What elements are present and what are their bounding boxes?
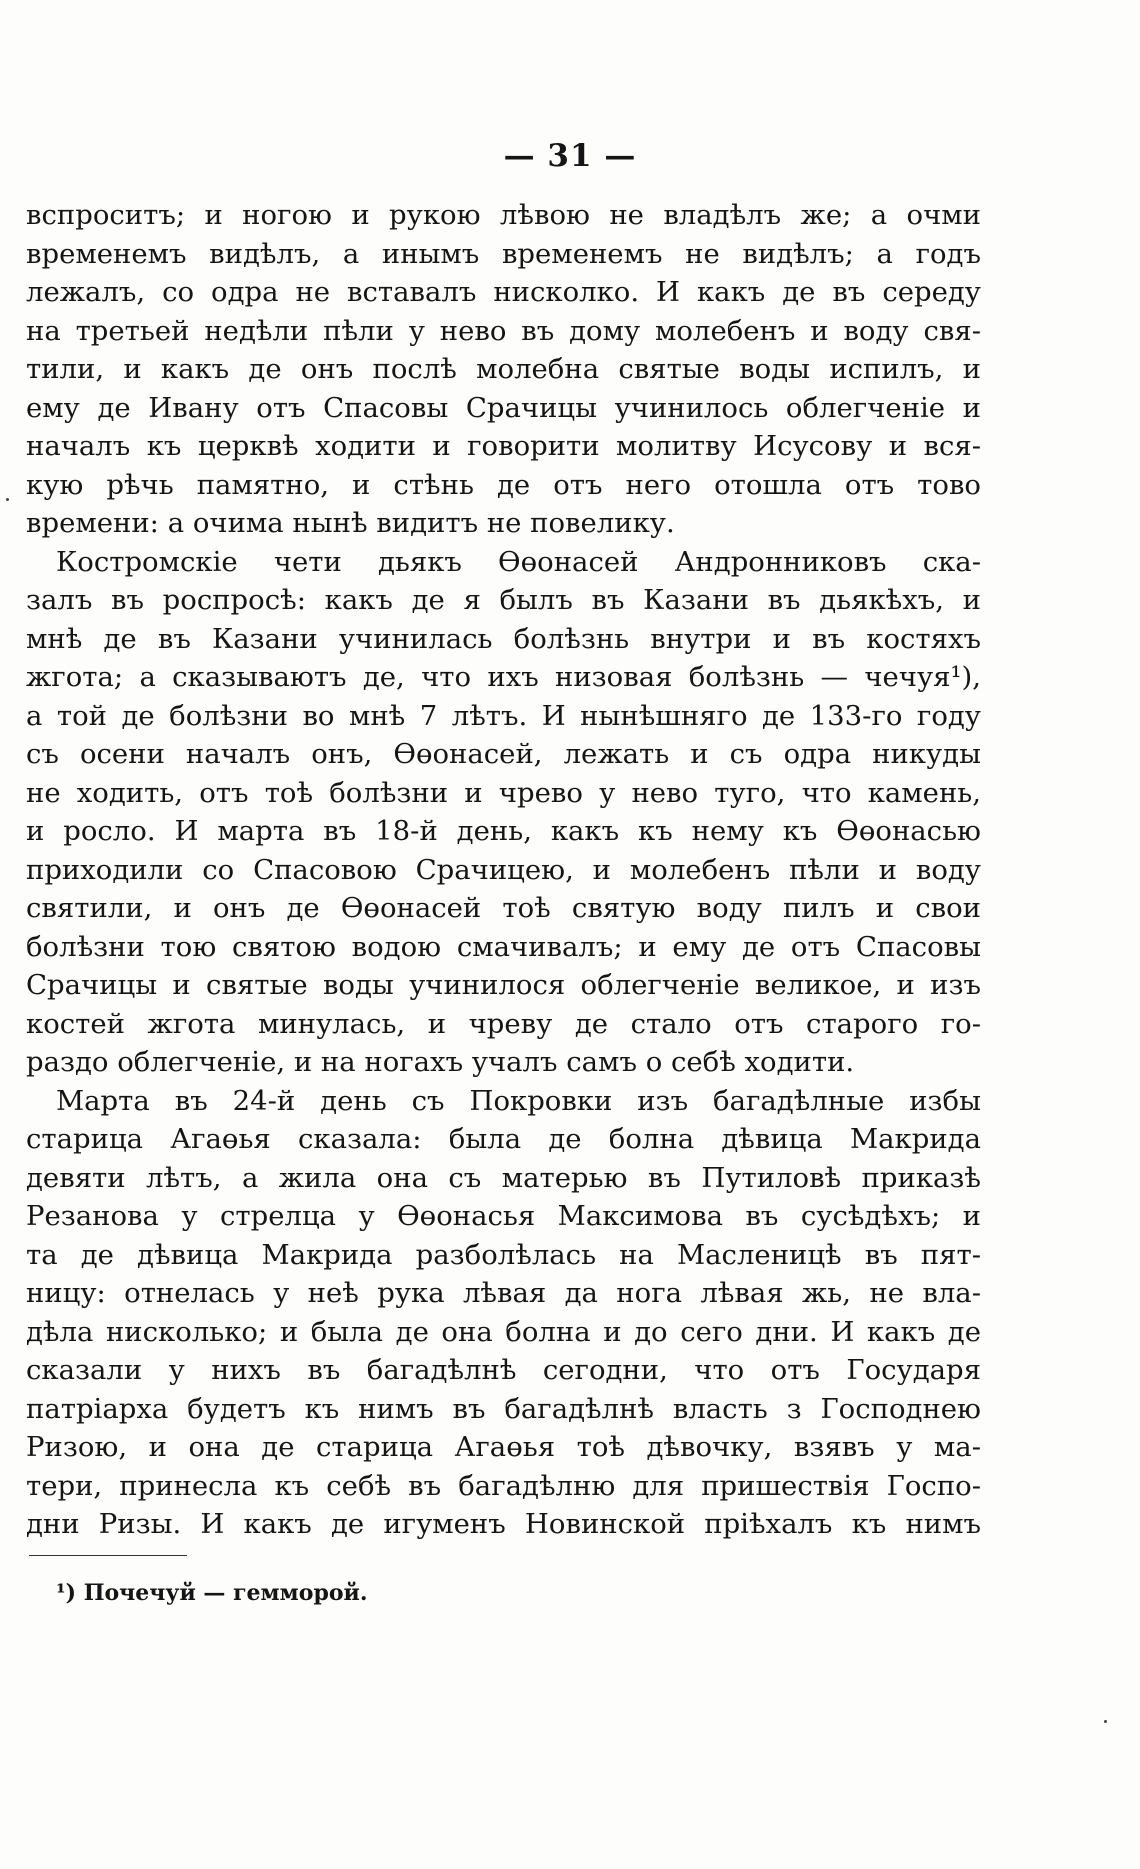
text-line: Срачицы и святые воды учинилося облегченіе великое, и изъ: [26, 969, 981, 1001]
page-number: [0, 136, 1140, 176]
text-line: Резанова у стрелца у Өөонасья Максимова въ сусѣдѣхъ; и: [26, 1200, 981, 1232]
text-line: съ осени началъ онъ, Өөонасей, лежать и съ одра никуды: [26, 738, 981, 770]
text-line: Костромскіе чети дьякъ Өөонасей Андронниковъ ска-: [56, 545, 981, 578]
text-line: та де дѣвица Макрида разболѣлась на Масленицѣ въ пят-: [26, 1238, 981, 1271]
text-line: жгота; а сказываютъ де, что ихъ низовая болѣзнь — чечуя¹),: [26, 661, 981, 693]
text-line: раздо облегченіе, и на ногахъ учалъ самъ о себѣ ходити.: [26, 1046, 855, 1078]
text-line: дни Ризы. И какъ де игуменъ Новинской пріѣхалъ къ нимъ: [26, 1508, 981, 1540]
text-line: болѣзни тою святою водою смачивалъ; и ему де отъ Спасовы: [26, 930, 981, 963]
text-line: не ходить, отъ тоѣ болѣзни и чрево у нево туго, что камень,: [26, 776, 981, 809]
margin-dot: [1104, 1720, 1107, 1723]
text-line: старица Агаөья сказала: была де болна дѣвица Макрида: [26, 1123, 981, 1155]
text-line: дѣла нисколько; и была де она болна и до сего дни. И какъ де: [26, 1315, 981, 1348]
text-line: а той де болѣзни во мнѣ 7 лѣтъ. И нынѣшняго де 133-го году: [26, 699, 981, 732]
text-line: приходили со Спасовою Срачицею, и молебенъ пѣли и воду: [26, 853, 981, 886]
page-number-text: — 31 —: [503, 138, 637, 174]
body-text: [26, 196, 981, 1544]
text-line: костей жгота минулась, и чреву де стало отъ старого го-: [26, 1007, 981, 1040]
text-line: ему де Ивану отъ Спасовы Срачицы учинилось облегченіе и: [26, 391, 981, 424]
text-line: святили, и онъ де Өөонасей тоѣ святую воду пилъ и свои: [26, 892, 981, 924]
text-line: Марта въ 24-й день съ Покровки изъ багадѣлные избы: [56, 1084, 981, 1117]
text-line: девяти лѣтъ, а жила она съ матерью въ Путиловѣ приказѣ: [26, 1161, 981, 1194]
text-line: и росло. И марта въ 18-й день, какъ къ нему къ Өөонасью: [26, 815, 981, 847]
text-line: ницу: отнелась у неѣ рука лѣвая да нога лѣвая жь, не вла-: [26, 1277, 981, 1309]
footnote-divider: [29, 1555, 187, 1556]
text-line: лежалъ, со одра не вставалъ нисколко. И какъ де въ середу: [26, 276, 981, 308]
text-line: тери, принесла къ себѣ въ багадѣлню для пришествія Госпо-: [26, 1469, 981, 1502]
text-line: началъ къ церквѣ ходити и говорити молитву Исусову и вся-: [26, 430, 981, 462]
text-line: тили, и какъ де онъ послѣ молебна святые воды испилъ, и: [26, 353, 981, 385]
text-line: мнѣ де въ Казани учинилась болѣзнь внутри и въ костяхъ: [26, 622, 981, 655]
text-line: патріарха будетъ къ нимъ въ багадѣлнѣ власть з Господнею: [26, 1392, 981, 1425]
text-line: вспроситъ; и ногою и рукою лѣвою не владѣлъ же; а очми: [26, 199, 981, 231]
footnote: ¹) Почечуй — гемморой.: [56, 1580, 368, 1606]
text-line: временемъ видѣлъ, а инымъ временемъ не видѣлъ; а годъ: [26, 237, 981, 270]
text-line: времени: а очима нынѣ видитъ не повелику.: [26, 507, 675, 539]
text-line: сказали у нихъ въ багадѣлнѣ сегодни, что отъ Государя: [26, 1354, 981, 1386]
text-line: на третьей недѣли пѣли у нево въ дому молебенъ и воду свя-: [26, 314, 981, 347]
text-line: кую рѣчь памятно, и стѣнь де отъ него отошла отъ тово: [26, 468, 981, 501]
text-line: залъ въ роспросѣ: какъ де я былъ въ Казани въ дьякѣхъ, и: [26, 584, 981, 616]
text-line: Ризою, и она де старица Агаөья тоѣ дѣвочку, взявъ у ма-: [26, 1431, 981, 1463]
margin-dot: [6, 498, 9, 501]
